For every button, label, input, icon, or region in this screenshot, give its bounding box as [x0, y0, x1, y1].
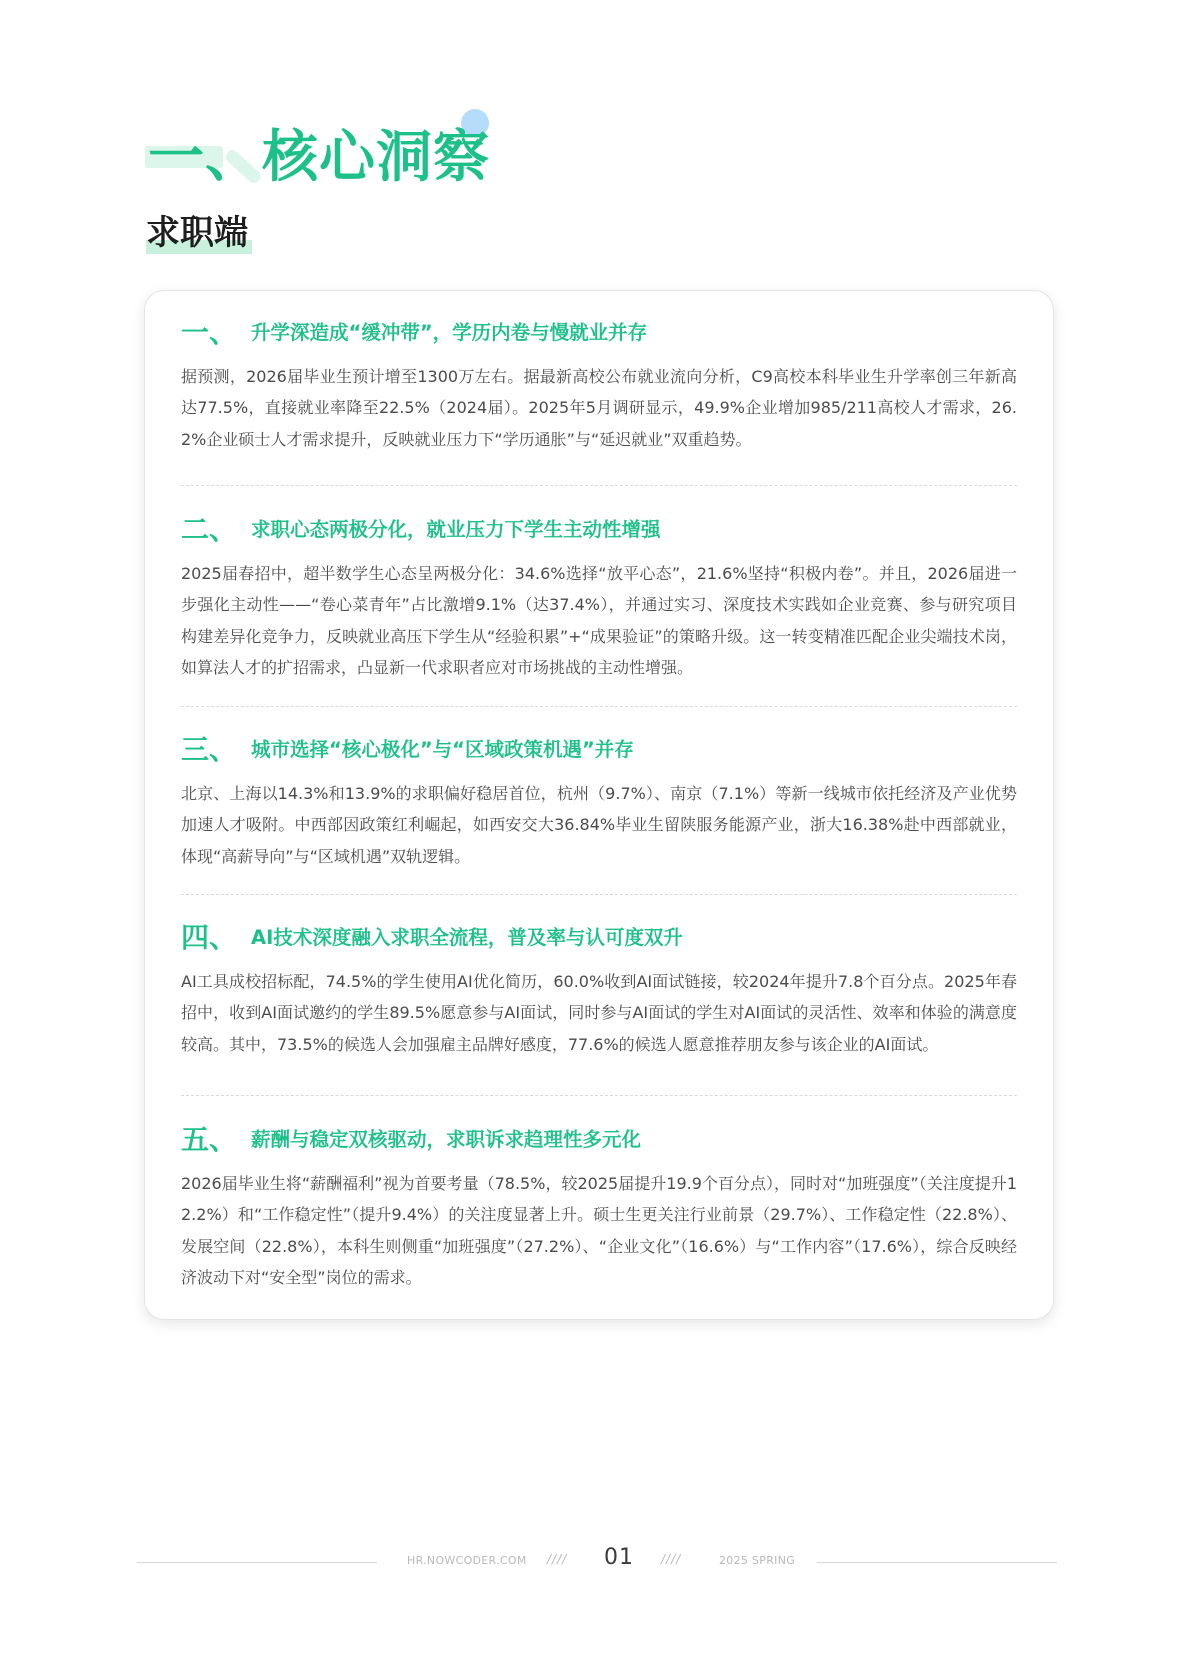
section-title: 求职心态两极分化，就业压力下学生主动性增强	[251, 518, 661, 541]
insight-section-1	[181, 311, 1017, 455]
section-title: 城市选择“核心极化”与“区域政策机遇”并存	[251, 738, 634, 761]
subtitle-text: 求职端	[146, 213, 248, 253]
footer-marks-left: ////	[547, 1552, 568, 1566]
section-title: AI技术深度融入求职全流程，普及率与认可度双升	[251, 926, 683, 949]
section-number: 二、	[181, 513, 238, 546]
section-title: 薪酬与稳定双核驱动，求职诉求趋理性多元化	[251, 1128, 642, 1151]
section-heading	[181, 508, 1017, 548]
insight-section-4	[181, 916, 1017, 1060]
page-footer	[137, 1545, 1057, 1578]
section-body: AI工具成校招标配，74.5%的学生使用AI优化简历，60.0%收到AI面试链接，较2024年提升7.8个百分点。2025年春招中，收到AI面试邀约的学生89.5%愿意参与AI面试，同时参与AI面试的学生对AI面试的灵活性、效率和体验的满意度较高。其中，73.5%的候选人会加强雇主品牌好感度，77.6%的候选人愿意推荐朋友参与该企业的AI面试。	[181, 972, 1017, 1054]
section-number: 五、	[181, 1123, 238, 1156]
page-number: 01	[604, 1545, 634, 1570]
section-body: 据预测，2026届毕业生预计增至1300万左右。据最新高校公布就业流向分析，C9高校本科毕业生升学率创三年新高达77.5%，直接就业率降至22.5%（2024届）。2025年5月调研显示，49.9%企业增加985/211高校人才需求，26.2%企业硕士人才需求提升，反映就业压力下“学历通胀”与“延迟就业”双重趋势。	[181, 367, 1017, 449]
insight-section-2	[181, 508, 1017, 683]
footer-season: 2025 SPRING	[719, 1554, 796, 1567]
section-heading	[181, 916, 1017, 956]
footer-rule-left	[137, 1562, 377, 1563]
footer-site: HR.NOWCODER.COM	[407, 1554, 527, 1567]
section-body: 2026届毕业生将“薪酬福利”视为首要考量（78.5%，较2025届提升19.9个百分点），同时对“加班强度”（关注度提升12.2%）和“工作稳定性”（提升9.4%）的关注度显著上升。硕士生更关注行业前景（29.7%）、工作稳定性（22.8%）、发展空间（22.8%），本科生则侧重“加班强度”（27.2%）、“企业文化”（16.6%）与“工作内容”（17.6%），综合反映经济波动下对“安全型”岗位的需求。	[181, 1174, 1017, 1287]
section-divider	[181, 894, 1017, 895]
section-title: 升学深造成“缓冲带”，学历内卷与慢就业并存	[251, 321, 648, 344]
page-title: 一、核心洞察	[148, 125, 490, 190]
section-divider	[181, 1095, 1017, 1096]
section-heading	[181, 311, 1017, 351]
section-heading	[181, 728, 1017, 768]
insight-section-5	[181, 1118, 1017, 1293]
section-subtitle	[146, 208, 248, 258]
footer-marks-right: ////	[661, 1552, 682, 1566]
insight-section-3	[181, 728, 1017, 872]
section-heading	[181, 1118, 1017, 1158]
section-divider	[181, 485, 1017, 486]
footer-rule-right	[817, 1562, 1057, 1563]
section-number: 三、	[181, 733, 238, 766]
section-body: 北京、上海以14.3%和13.9%的求职偏好稳居首位，杭州（9.7%）、南京（7.1%）等新一线城市依托经济及产业优势加速人才吸附。中西部因政策红利崛起，如西安交大36.84%毕业生留陕服务能源产业，浙大16.38%赴中西部就业，体现“高薪导向”与“区域机遇”双轨逻辑。	[181, 784, 1017, 866]
section-number: 一、	[181, 316, 238, 349]
insights-card	[144, 290, 1054, 1320]
section-divider	[181, 706, 1017, 707]
section-number: 四、	[181, 921, 238, 954]
section-body: 2025届春招中，超半数学生心态呈两极分化：34.6%选择“放平心态”，21.6%坚持“积极内卷”。并且，2026届进一步强化主动性——“卷心菜青年”占比激增9.1%（达37.4%），并通过实习、深度技术实践如企业竞赛、参与研究项目构建差异化竞争力，反映就业高压下学生从“经验积累”+“成果验证”的策略升级。这一转变精准匹配企业尖端技术岗，如算法人才的扩招需求，凸显新一代求职者应对市场挑战的主动性增强。	[181, 564, 1017, 677]
